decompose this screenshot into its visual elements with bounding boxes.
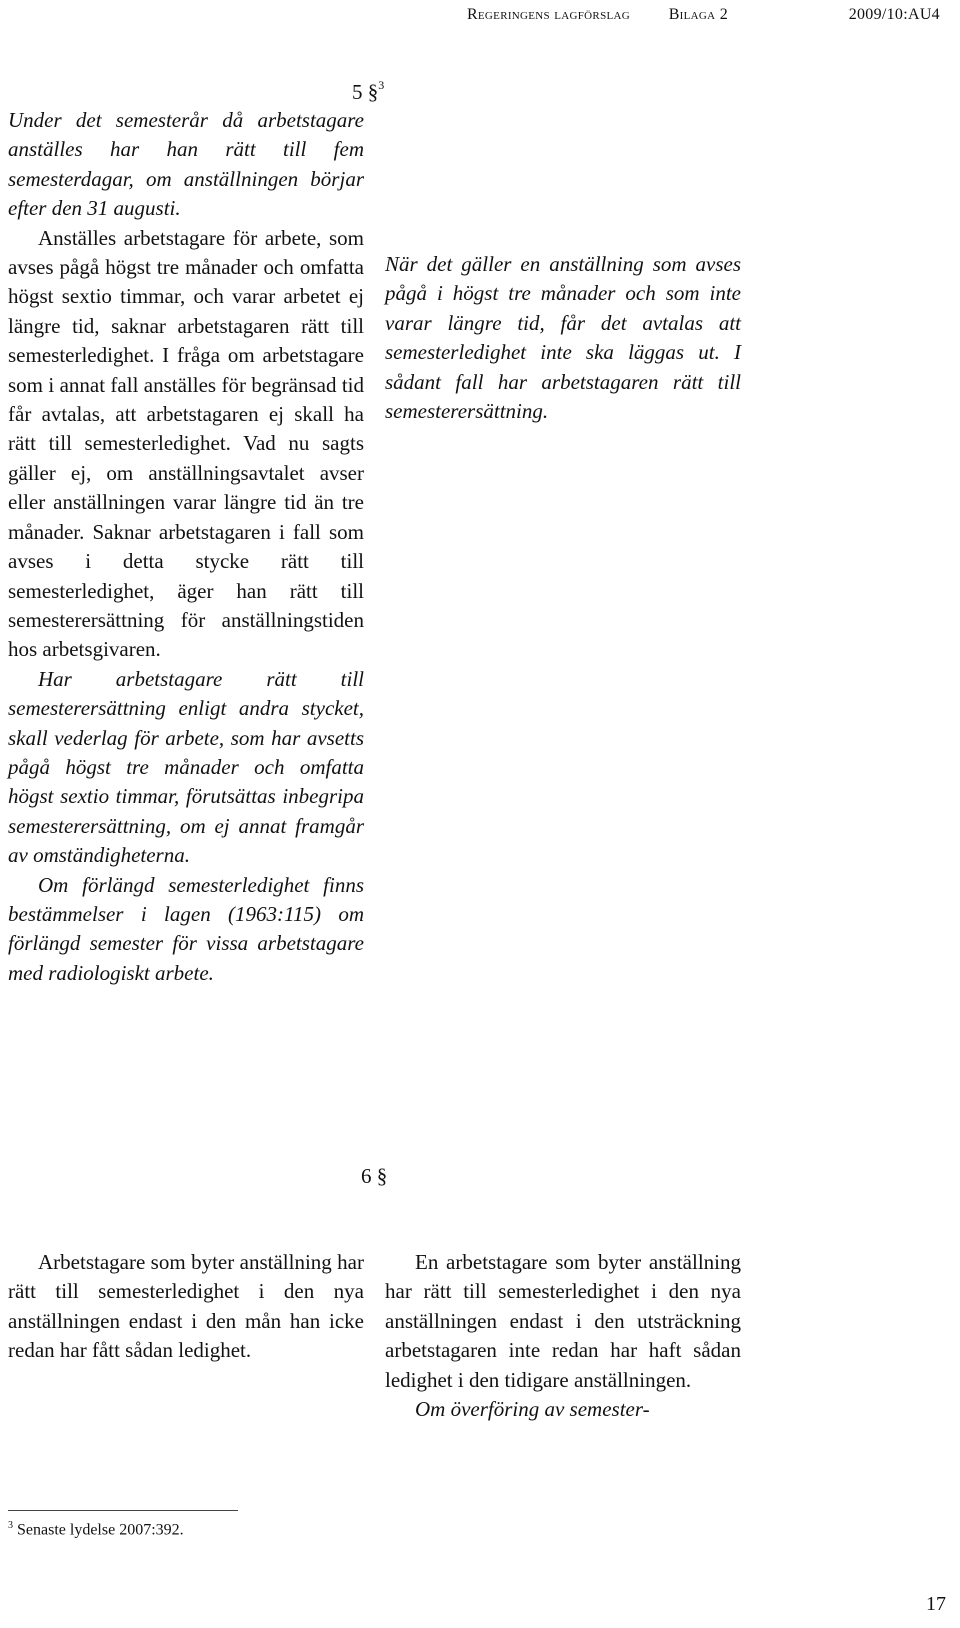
- old-s5-paragraph: Under det semesterår då arbetstagare anställes har han rätt till fem semesterdagar, om anställningen börjar efter den 31 augusti.: [8, 108, 364, 221]
- section-5-label: [352, 80, 384, 105]
- footnote-divider: [8, 1510, 238, 1511]
- section-label-text: 5 §: [352, 80, 379, 104]
- new-s6-paragraph: Om överföring av semester-: [415, 1397, 650, 1422]
- footnote-text: Senaste lydelse 2007:392.: [17, 1521, 184, 1539]
- header-doc-number: 2009/10:AU4: [848, 6, 940, 23]
- old-text-section-6: [8, 1248, 364, 1366]
- section-label-text: 6 §: [361, 1164, 388, 1188]
- old-s6-paragraph: Arbetstagare som byter anställning har rätt till semesterledighet i den nya anställningen endast i den mån han icke redan har fått sådan ledighet.: [8, 1250, 364, 1363]
- old-text-section-5: [8, 106, 364, 988]
- footnote-mark: 3: [8, 1520, 13, 1531]
- new-text-section-6: [385, 1248, 741, 1424]
- section-6-label: [361, 1164, 387, 1189]
- footnote: [8, 1520, 184, 1539]
- new-s6-paragraph: En arbetstagare som byter anställning har rätt till semesterledighet i den nya anställningen endast i den utsträckning arbetstagaren inte redan har haft sådan ledighet i den tidigare anställningen.: [385, 1250, 741, 1392]
- footnote-ref: 3: [378, 78, 385, 92]
- header-title: Regeringens lagförslag: [466, 6, 630, 23]
- header-annex: Bilaga 2: [668, 6, 728, 23]
- new-s5-paragraph: När det gäller en anställning som avses pågå i högst tre månader och som inte varar längre tid, får det avtalas att semesterledighet inte ska läggas ut. I sådant fall har arbetstagaren rätt till semesterersättning.: [385, 252, 741, 424]
- page-number: 17: [926, 1593, 946, 1615]
- old-s5-paragraph: Om förlängd semesterledighet finns bestämmelser i lagen (1963:115) om förlängd semester för vissa arbetstagare med radiologiskt arbete.: [8, 872, 364, 985]
- new-text-section-5: [385, 250, 741, 426]
- old-s5-paragraph: Har arbetstagare rätt till semesterersättning enligt andra stycket, skall vederlag för arbete, som har avsetts pågå högst tre månader och omfatta högst sextio timmar, förutsättas inbegripa semesterersättning, om ej annat framgår av omständigheterna.: [8, 666, 364, 868]
- old-s5-paragraph: Anställes arbetstagare för arbete, som avses pågå högst tre månader och omfatta högst sextio timmar, och varar arbetet ej längre tid, saknar arbetstagaren rätt till semesterledighet. I fråga om arbetstagare som i annat fall anställes för begränsad tid får avtalas, att arbetstagaren ej skall ha rätt till semesterledighet. Vad nu sagts gäller ej, om anställningsavtalet avser eller anställningen varar längre tid än tre månader. Saknar arbetstagaren i fall som avses i detta stycke rätt till semesterledighet, äger han rätt till semesterersättning för anställningstiden hos arbetsgivaren.: [8, 225, 364, 662]
